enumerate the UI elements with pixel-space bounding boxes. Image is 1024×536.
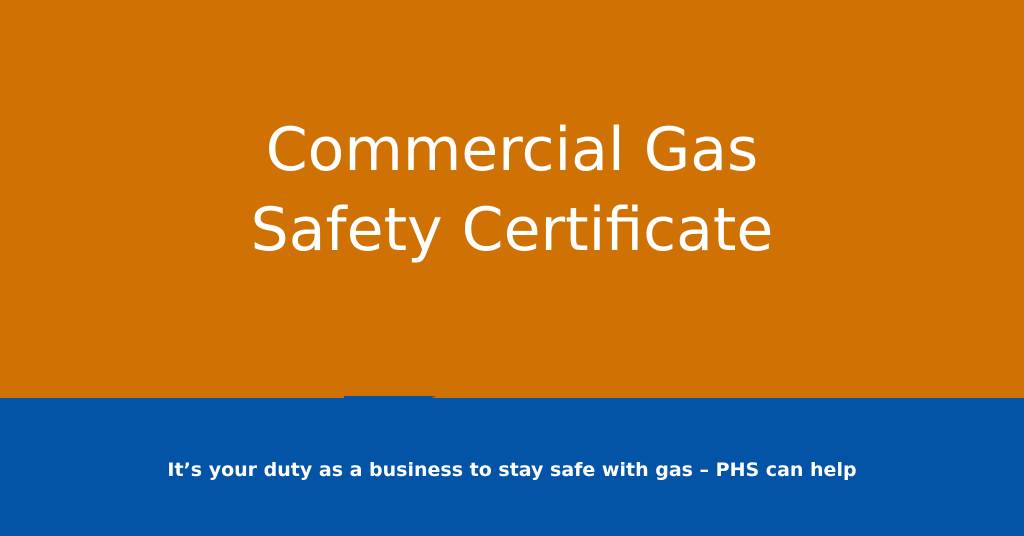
speech-tail-shape	[344, 396, 436, 437]
page-title	[0, 110, 1024, 270]
title-line-2: Safety Certificate	[250, 195, 774, 265]
tagline: It’s your duty as a business to stay safe with gas – PHS can help	[167, 459, 857, 481]
title-line-1: Commercial Gas	[265, 115, 759, 185]
